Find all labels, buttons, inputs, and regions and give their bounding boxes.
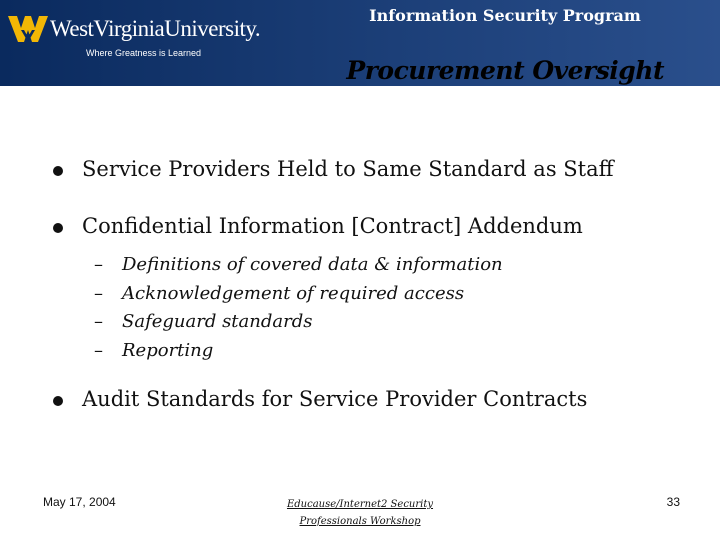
- footer-event-line1: Educause/Internet2 Security: [286, 499, 434, 510]
- logo-tagline: Where Greatness is Learned: [86, 48, 202, 58]
- sub-bullet-text: Definitions of covered data & information: [122, 254, 503, 275]
- bullet-text: Audit Standards for Service Provider Contracts: [82, 387, 588, 411]
- bullet-text: Service Providers Held to Same Standard as Staff: [82, 157, 614, 181]
- bullet-dot: [53, 223, 63, 233]
- sub-bullet-dash: –: [94, 340, 103, 361]
- logo-university-name: WestVirginiaUniversity.: [50, 16, 261, 41]
- page-number: 33: [666, 495, 680, 509]
- bullet-text: Confidential Information [Contract] Addendum: [82, 214, 583, 238]
- footer-event: [230, 496, 490, 530]
- sub-bullet-text: Acknowledgement of required access: [122, 283, 465, 304]
- footer-event-line2: Professionals Workshop: [299, 516, 421, 527]
- footer-date: May 17, 2004: [43, 495, 116, 509]
- sub-bullet-text: Reporting: [122, 340, 214, 361]
- sub-bullet-dash: –: [94, 254, 103, 275]
- bullet-dot: [53, 166, 63, 176]
- sub-bullet-dash: –: [94, 311, 103, 332]
- sub-bullet-dash: –: [94, 283, 103, 304]
- program-title: Information Security Program: [369, 6, 641, 25]
- wvu-logo: [6, 8, 261, 68]
- sub-bullet-text: Safeguard standards: [122, 311, 313, 332]
- slide-title: Procurement Oversight: [346, 56, 664, 85]
- flying-wv-icon: [8, 14, 48, 44]
- bullet-dot: [53, 396, 63, 406]
